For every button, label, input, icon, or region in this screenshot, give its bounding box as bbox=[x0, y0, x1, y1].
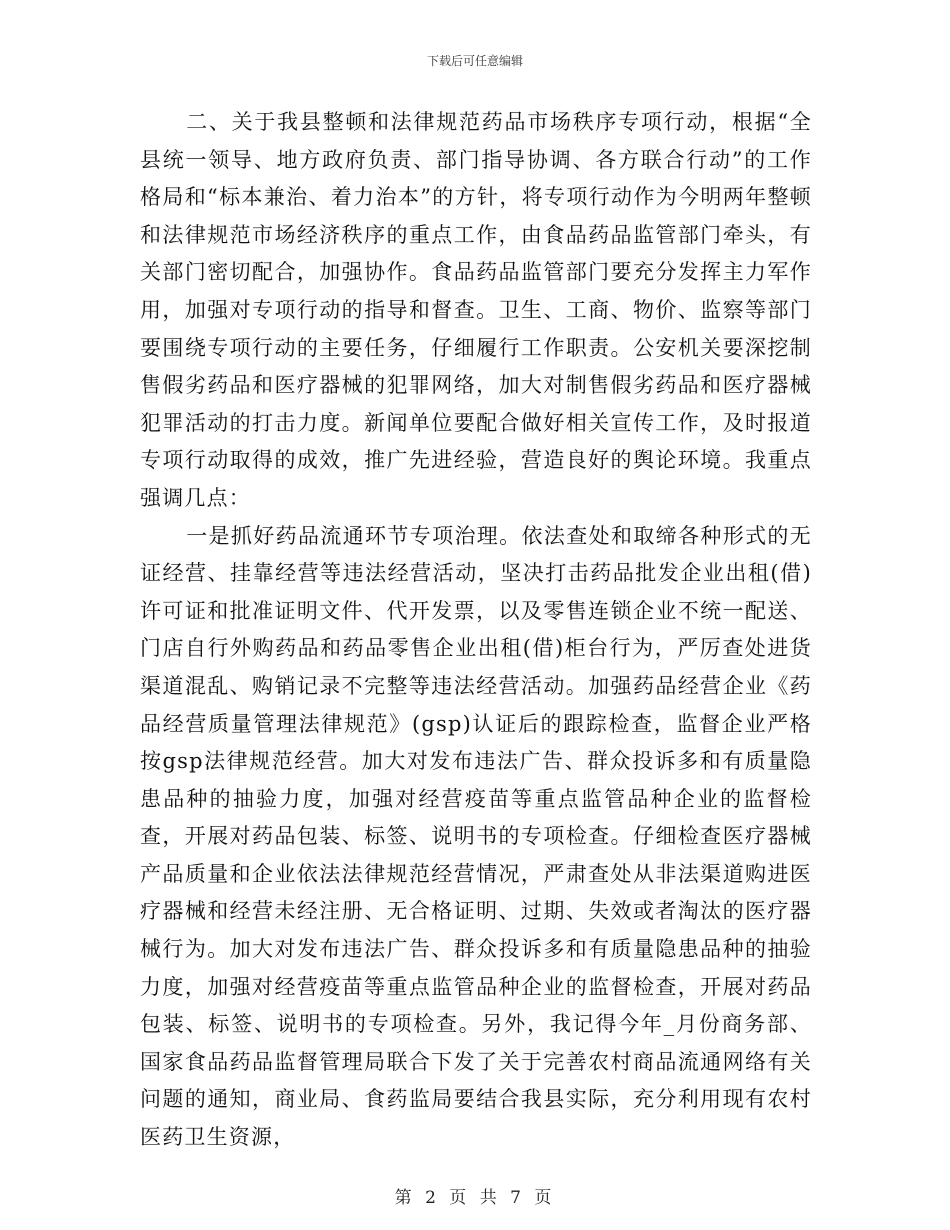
paragraph-special-action: 二、关于我县整顿和法律规范药品市场秩序专项行动，根据“全县统一领导、地方政府负责、部门指导协调、各方联合行动”的工作格局和“标本兼治、着力治本”的方针，将专项行动作为今明两年整顿和法律规范市场经济秩序的重点工作，由食品药品监管部门牵头，有关部门密切配合，加强协作。食品药品监管部门要充分发挥主力军作用，加强对专项行动的指导和督查。卫生、工商、物价、监察等部门要围绕专项行动的主要任务，仔细履行工作职责。公安机关要深挖制售假劣药品和医疗器械的犯罪网络，加大对制售假劣药品和医疗器械犯罪活动的打击力度。新闻单位要配合做好相关宣传工作，及时报道专项行动取得的成效，推广先进经验，营造良好的舆论环境。我重点强调几点： bbox=[140, 110, 812, 510]
header-note: 下载后可任意编辑 bbox=[426, 54, 523, 68]
document-body bbox=[140, 104, 812, 1157]
page-number: 第 2 页 共 7 页 bbox=[394, 1188, 556, 1208]
paragraph-drug-circulation: 一是抓好药品流通环节专项治理。依法查处和取缔各种形式的无证经营、挂靠经营等违法经营活动，坚决打击药品批发企业出租(借)许可证和批准证明文件、代开发票，以及零售连锁企业不统一配送、门店自行外购药品和药品零售企业出租(借)柜台行为，严厉查处进货渠道混乱、购销记录不完整等违法经营活动。加强药品经营企业《药品经营质量管理法律规范》(gsp)认证后的跟踪检查，监督企业严格按gsp法律规范经营。加大对发布违法广告、群众投诉多和有质量隐患品种的抽验力度，加强对经营疫苗等重点监管品种企业的监督检查，开展对药品包装、标签、说明书的专项检查。仔细检查医疗器械产品质量和企业依法法律规范经营情况，严肃查处从非法渠道购进医疗器械和经营未经注册、无合格证明、过期、失效或者淘汰的医疗器械行为。加大对发布违法广告、群众投诉多和有质量隐患品种的抽验力度，加强对经营疫苗等重点监管品种企业的监督检查，开展对药品包装、标签、说明书的专项检查。另外，我记得今年_月份商务部、国家食品药品监督管理局联合下发了关于完善农村商品流通网络有关问题的通知，商业局、食药监局要结合我县实际，充分利用现有农村医药卫生资源， bbox=[140, 523, 812, 1150]
